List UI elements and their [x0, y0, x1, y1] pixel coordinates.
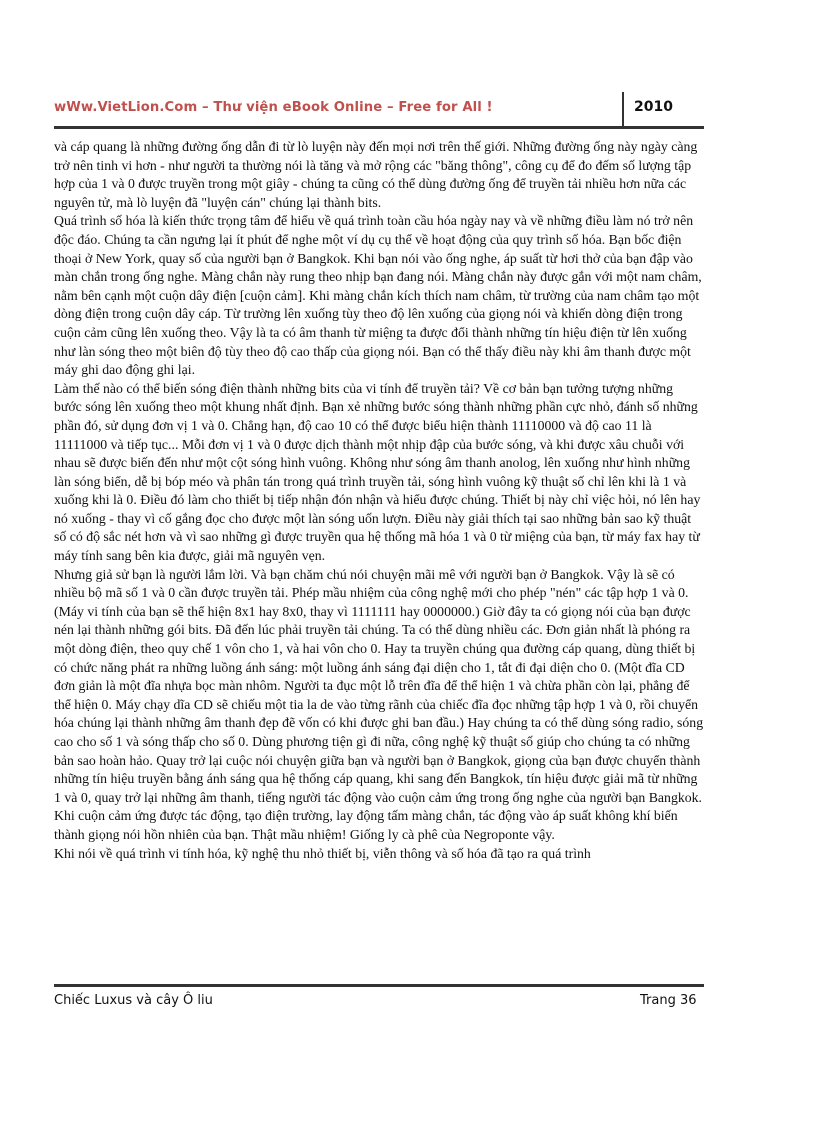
- paragraph: Khi nói về quá trình vi tính hóa, kỹ nghệ thu nhỏ thiết bị, viễn thông và số hóa đã tạo ra quá trình: [54, 845, 591, 861]
- paragraph: Nhưng giả sử bạn là người lắm lời. Và bạn chăm chú nói chuyện mãi mê với người bạn ở Bangkok. Vậy là sẽ có nhiều bộ mã số 1 và 0 cần được truyền tải. Phép mầu nhiệm của công nghệ mới cho phép "nén" các tập hợp 1 và 0. (Máy vi tính của bạn sẽ thể hiện 8x1 hay 8x0, thay vì 1111111 hay 0000000.) Giờ đây ta có giọng nói của bạn được nén lại thành những gói bits. Đã đến lúc phải truyền tải chúng. Ta có thể dùng nhiều các. Đơn giản nhất là phóng ra một dòng điện, theo quy chế 1 vôn cho 1, và hai vôn cho 0. Hay ta truyền chúng qua đường cáp quang, dùng thiết bị có chức năng phát ra những luồng ánh sáng: một luồng ánh sáng đại diện cho 1, tắt đi đại diện cho 0. (Một đĩa CD đơn giản là một đĩa nhựa bọc màn nhôm. Người ta đục một lỗ trên đĩa để thể hiện 1 và chừa phần còn lại, phẳng để thể hiện 0. Máy chạy dĩa CD sẽ chiếu một tia la de vào từng rãnh của chiếc đĩa đọc những tập hợp 1 và 0, rồi chuyển hóa chúng lại thành những âm thanh đẹp đẽ vốn có khi được ghi ban đầu.) Hay chúng ta có thể dùng sóng radio, sóng cao cho số 1 và sóng thấp cho số 0. Dùng phương tiện gì đi nữa, công nghệ kỹ thuật số giúp cho chúng ta có những bản sao hoàn hảo. Quay trở lại cuộc nói chuyện giữa bạn và người bạn ở Bangkok, giọng của bạn được chuyển thành những tín hiệu truyền bằng ánh sáng qua hệ thống cáp quang, khi sang đến Bangkok, tín hiệu được giải mã từ những 1 và 0, quay trở lại những âm thanh, tiếng người tác động vào cuộn cảm ứng trong ống nghe của người bạn Bangkok. Khi cuộn cảm ứng được tác động, tạo điện trường, lay động tấm màng chắn, tác động vào áp suất không khí biến thành giọng nói hồn nhiên của bạn. Thật mầu nhiệm! Giống ly cà phê của Negroponte vậy.: [54, 566, 704, 842]
- footer-book-title: Chiếc Luxus và cây Ô liu: [54, 993, 213, 1008]
- paragraph: Làm thế nào có thể biến sóng điện thành những bits của vi tính để truyền tải? Về cơ bản bạn tưởng tượng những bước sóng lên xuống theo một khung nhất định. Bạn xẻ những bước sóng thành những phần cực nhỏ, đánh số những phần đó, sử dụng đơn vị 1 và 0. Chẳng hạn, độ cao 10 có thể được biểu hiện thành 11110000 và độ cao 11 là 11111000 và tiếp tục... Mỗi đơn vị 1 và 0 được dịch thành một nhịp đập của bước sóng, và khi được xâu chuỗi với nhau sẽ được biến đến như một cột sóng hình vuông. Không như sóng âm thanh anolog, lên xuống như hình những làn sóng biển, dễ bị bóp méo và phân tán trong quá trình truyền tải, sóng hình vuông kỹ thuật số chỉ lên khi là 1 và xuống khi là 0. Điều đó làm cho thiết bị tiếp nhận đón nhận và hiểu được chúng. Thiết bị này chỉ việc hỏi, nó lên hay nó xuống - thay vì cố gắng đọc cho được một làn sóng uốn lượn. Điều này giải thích tại sao những bản sao kỹ thuật số có độ sắc nét hơn và vì sao những gì được truyền qua hệ thống mã hóa 1 và 0 từ miệng của bạn, từ máy fax hay từ máy tính sang bên kia được, giải mã nguyên vẹn.: [54, 380, 701, 564]
- header-title: wWw.VietLion.Com – Thư viện eBook Online – Free for All !: [54, 100, 493, 115]
- footer-rule: [54, 984, 704, 987]
- body-text: [54, 138, 704, 863]
- header-divider: [622, 92, 624, 126]
- page-header: [54, 92, 704, 126]
- header-rule: [54, 126, 704, 129]
- paragraph: và cáp quang là những đường ống dẫn đi từ lò luyện này đến mọi nơi trên thế giới. Những đường ống này ngày càng trở nên tinh vi hơn - như người ta thường nói là tăng và mở rộng các "băng thông", công cụ để đo đếm số lượng tập hợp của 1 và 0 được truyền trong một giây - chúng ta cũng có thể dùng đường ống để truyền tải nhiều hơn nữa các nguyên tử, mà lò luyện đã "luyện cán" chúng lại thành bits.: [54, 139, 698, 210]
- paragraph: Quá trình số hóa là kiến thức trọng tâm để hiểu về quá trình toàn cầu hóa ngày nay và về những điều làm nó trở nên độc đáo. Chúng ta cần ngưng lại ít phút để nghe một ví dụ cụ thể về hoạt động của quy trình số hóa. Bạn bốc điện thoại ở New York, quay số của người bạn ở Bangkok. Khi bạn nói vào ống nghe, áp suất từ hơi thở của bạn đập vào màn chắn trong ống nghe. Màng chắn này rung theo nhịp bạn đang nói. Màng chắn này được gắn với một nam châm, nằm bên cạnh một cuộn dây điện [cuộn cảm]. Khi màng chắn kích thích nam châm, từ trường của nam châm tạo một dòng điện trong cuộn dây cáp. Từ trường lên xuống tùy theo độ lên xuống của giọng nói và khiến dòng điện trong cuộn cảm cũng lên xuống theo. Vậy là ta có âm thanh từ miệng ta được đổi thành những tín hiệu điện từ lên xuống như làn sóng theo một biên độ tùy theo độ cao thấp của giọng nói. Bạn có thể thấy điều này khi âm thanh được một máy ghi dao động ghi lại.: [54, 213, 702, 378]
- footer-page-number: Trang 36: [640, 993, 697, 1008]
- header-year: 2010: [634, 99, 673, 115]
